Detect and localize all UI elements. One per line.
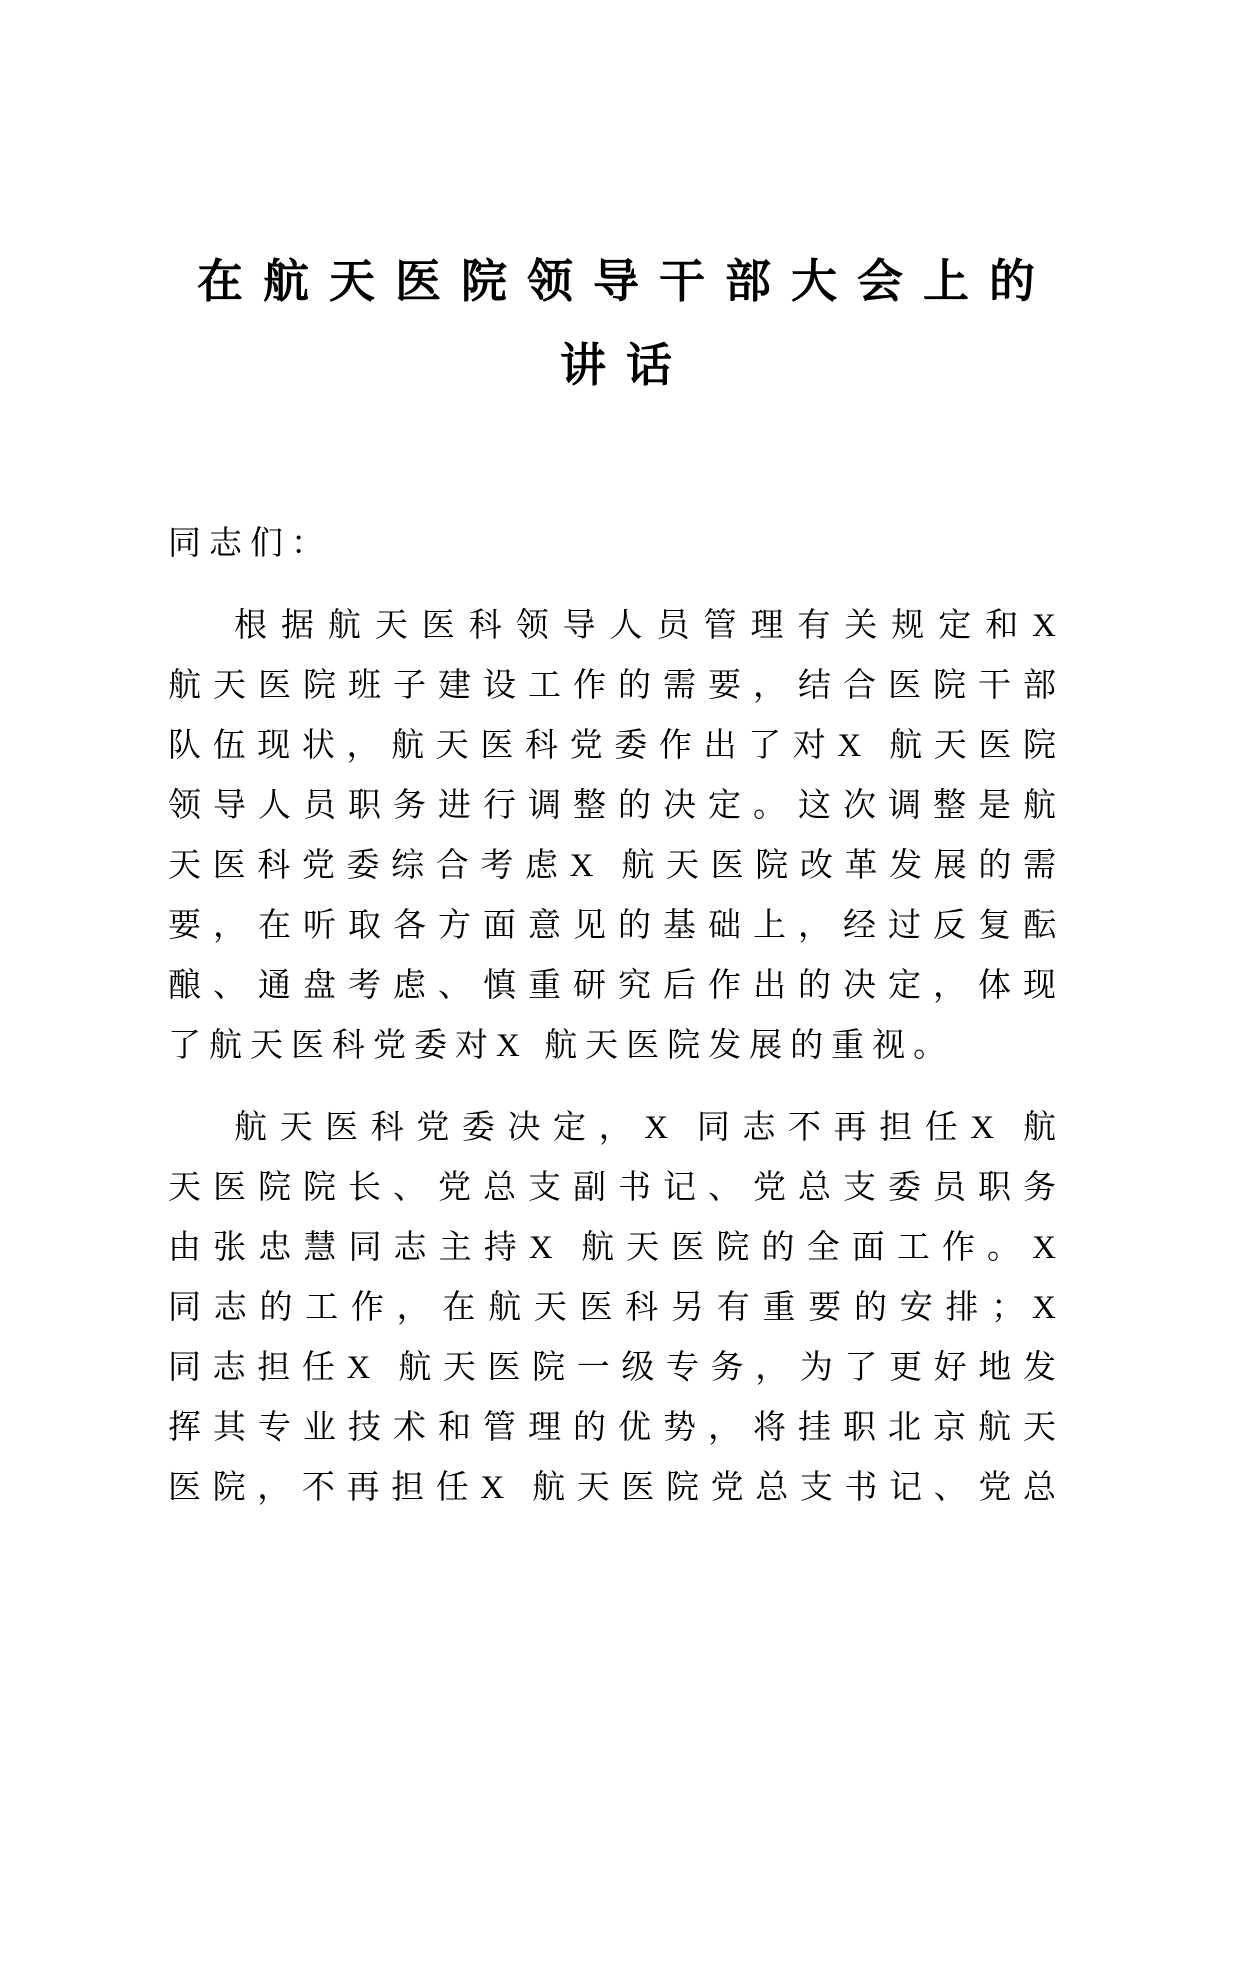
paragraph-line: 由张忠慧同志主持X 航天医院的全面工作。X xyxy=(168,1230,1064,1266)
paragraph-line: 根据航天医科领导人员管理有关规定和X xyxy=(234,608,1064,644)
paragraph-line: 挥其专业技术和管理的优势，将挂职北京航天 xyxy=(168,1410,1064,1446)
paragraph-line: 天医院院长、党总支副书记、党总支委员职务 xyxy=(168,1170,1064,1206)
paragraph-line: 队伍现状，航天医科党委作出了对X 航天医院 xyxy=(168,728,1064,764)
paragraph-line: 领导人员职务进行调整的决定。这次调整是航 xyxy=(168,788,1064,824)
title-line-1: 在航天医院领导干部大会上的 xyxy=(197,255,1055,307)
paragraph-line: 了航天医科党委对X 航天医院发展的重视。 xyxy=(168,1028,955,1064)
paragraph-line: 酿、通盘考虑、慎重研究后作出的决定，体现 xyxy=(168,968,1064,1004)
paragraph-line: 医院，不再担任X 航天医院党总支书记、党总 xyxy=(168,1470,1064,1506)
title-line-2: 讲话 xyxy=(560,339,692,391)
paragraph-line: 航天医院班子建设工作的需要，结合医院干部 xyxy=(168,668,1064,704)
paragraph-line: 天医科党委综合考虑X 航天医院改革发展的需 xyxy=(168,848,1064,884)
paragraph-line: 要，在听取各方面意见的基础上，经过反复酝 xyxy=(168,908,1064,944)
paragraph-2 xyxy=(168,1098,1064,1518)
paragraph-line: 航天医科党委决定，X 同志不再担任X 航 xyxy=(234,1110,1064,1146)
paragraph-1 xyxy=(168,596,1064,1076)
paragraph-line: 同志担任X 航天医院一级专务，为了更好地发 xyxy=(168,1350,1064,1386)
salutation: 同志们： xyxy=(168,526,332,562)
paragraph-line: 同志的工作，在航天医科另有重要的安排；X xyxy=(168,1290,1064,1326)
document-page xyxy=(0,239,1234,1987)
document-title xyxy=(168,239,1064,407)
